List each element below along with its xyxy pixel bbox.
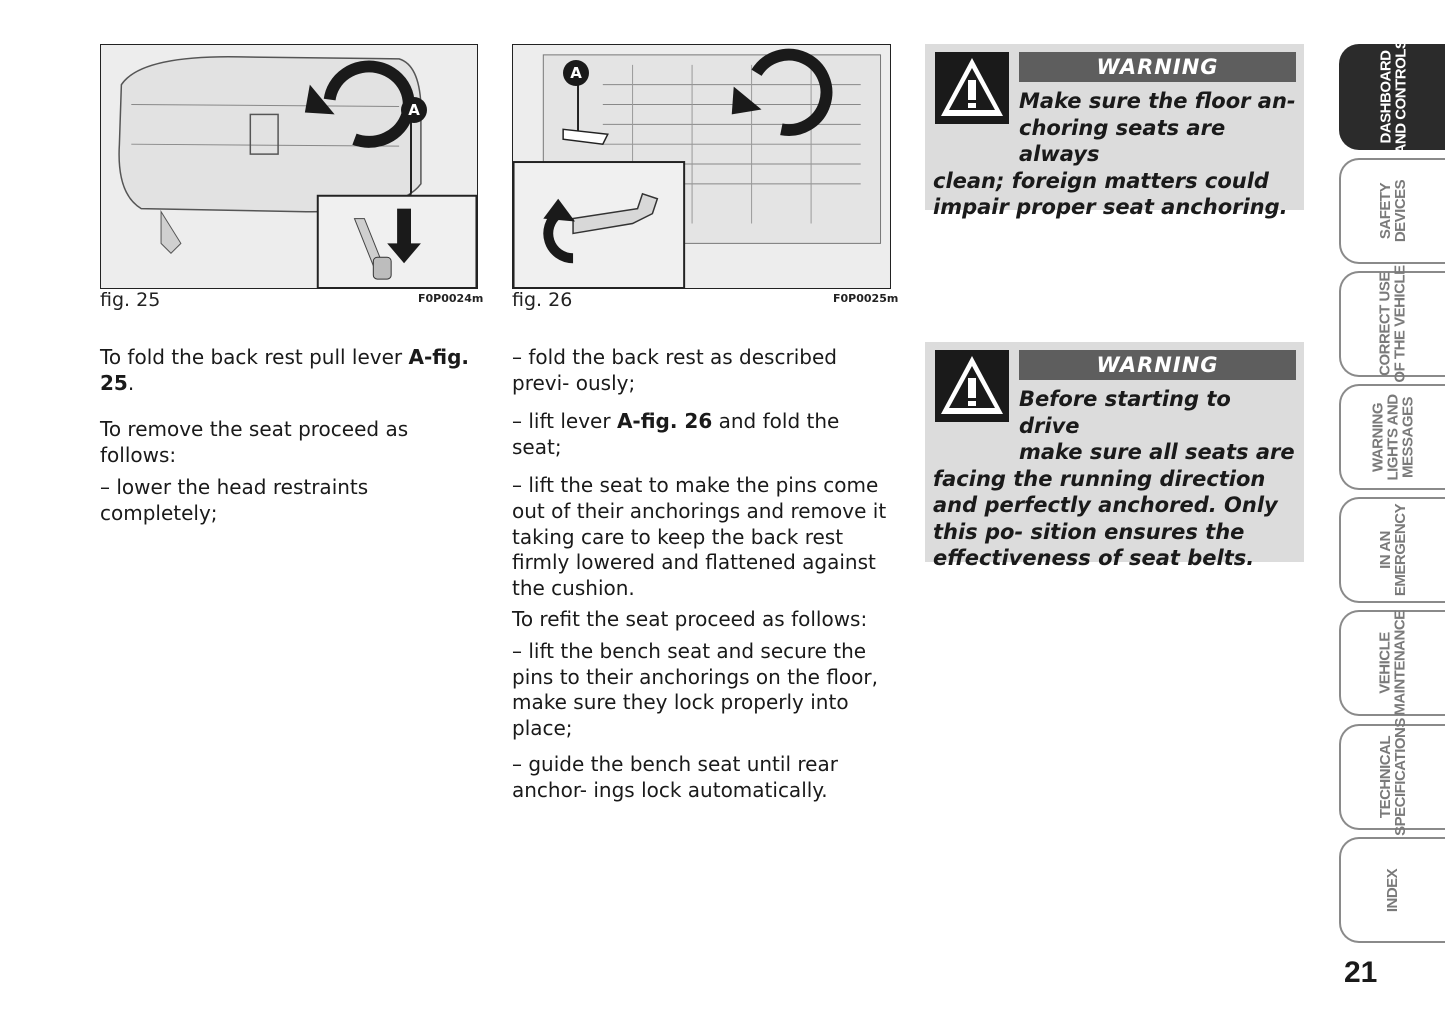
figure-25-code: F0P0024m bbox=[418, 292, 484, 305]
warning-box-2 bbox=[925, 342, 1304, 570]
figure-25 bbox=[100, 44, 478, 289]
paragraph-guide-seat: – guide the bench seat until rear anchor- ings lock automatically. bbox=[512, 752, 838, 802]
tab-label: DASHBOARD AND CONTROLS bbox=[1377, 39, 1410, 155]
tab-correct-use[interactable] bbox=[1339, 265, 1445, 383]
paragraph-secure-pins: – lift the bench seat and secure the pins to their anchorings on the floor, make sure they lock properly into place; bbox=[512, 638, 878, 740]
tab-index[interactable] bbox=[1339, 837, 1445, 943]
figure-26 bbox=[512, 44, 891, 289]
tab-label: IN AN EMERGENCY bbox=[1377, 503, 1409, 597]
tab-technical-specifications[interactable] bbox=[1339, 718, 1445, 836]
tab-label: SAFETY DEVICES bbox=[1376, 179, 1409, 243]
tab-label: CORRECT USE OF THE VEHICLE bbox=[1377, 265, 1409, 383]
paragraph-fold-backrest: To fold the back rest pull lever A-fig. 25. bbox=[100, 345, 470, 395]
tab-in-an-emergency[interactable] bbox=[1339, 497, 1445, 603]
section-tabs bbox=[1339, 39, 1445, 950]
figure-26-callout: A bbox=[563, 60, 589, 86]
paragraph-remove-intro: To remove the seat proceed as follows: bbox=[100, 417, 409, 467]
paragraph-lift-lever: – lift lever A-fig. 26 and fold the seat; bbox=[512, 409, 840, 459]
warning-title-1: WARNING bbox=[1019, 52, 1296, 82]
tab-label: VEHICLE MAINTENANCE bbox=[1377, 610, 1409, 716]
paragraph-lower-headrests: – lower the head restraints completely; bbox=[100, 475, 369, 525]
tab-label: TECHNICAL SPECIFICATIONS bbox=[1377, 718, 1410, 836]
figure-25-illustration bbox=[101, 45, 477, 288]
warning-text-2: Before starting to drive make sure all seats are facing the running direction and perfectly anchored. Only this po- sition ensures the effectiveness of seat belts. bbox=[933, 387, 1295, 570]
figure-25-callout: A bbox=[401, 97, 427, 123]
tab-label: INDEX bbox=[1384, 868, 1402, 912]
figure-26-code: F0P0025m bbox=[833, 292, 899, 305]
tab-label: WARNING LIGHTS AND MESSAGES bbox=[1369, 393, 1417, 481]
tab-dashboard-and-controls[interactable] bbox=[1339, 39, 1445, 155]
figure-25-label: fig. 25 bbox=[100, 289, 161, 311]
column-1-text bbox=[100, 345, 480, 527]
column-2-text bbox=[512, 345, 892, 804]
paragraph-refit-intro: To refit the seat proceed as follows: bbox=[512, 607, 868, 632]
warning-box-1 bbox=[925, 44, 1304, 219]
page-number: 21 bbox=[1344, 956, 1378, 989]
tab-vehicle-maintenance[interactable] bbox=[1339, 610, 1445, 716]
figure-26-label: fig. 26 bbox=[512, 289, 573, 311]
tab-warning-lights[interactable] bbox=[1339, 384, 1445, 490]
paragraph-fold-backrest-step: – fold the back rest as described previ- ously; bbox=[512, 345, 837, 395]
tab-safety-devices[interactable] bbox=[1339, 158, 1445, 264]
warning-text-1: Make sure the floor an- choring seats are always clean; foreign matters could impair proper seat anchoring. bbox=[933, 89, 1296, 219]
paragraph-lift-seat: – lift the seat to make the pins come out of their anchorings and remove it taking care to keep the back rest firmly lowered and flattened against the cushion. bbox=[512, 473, 887, 600]
warning-title-2: WARNING bbox=[1019, 350, 1296, 380]
